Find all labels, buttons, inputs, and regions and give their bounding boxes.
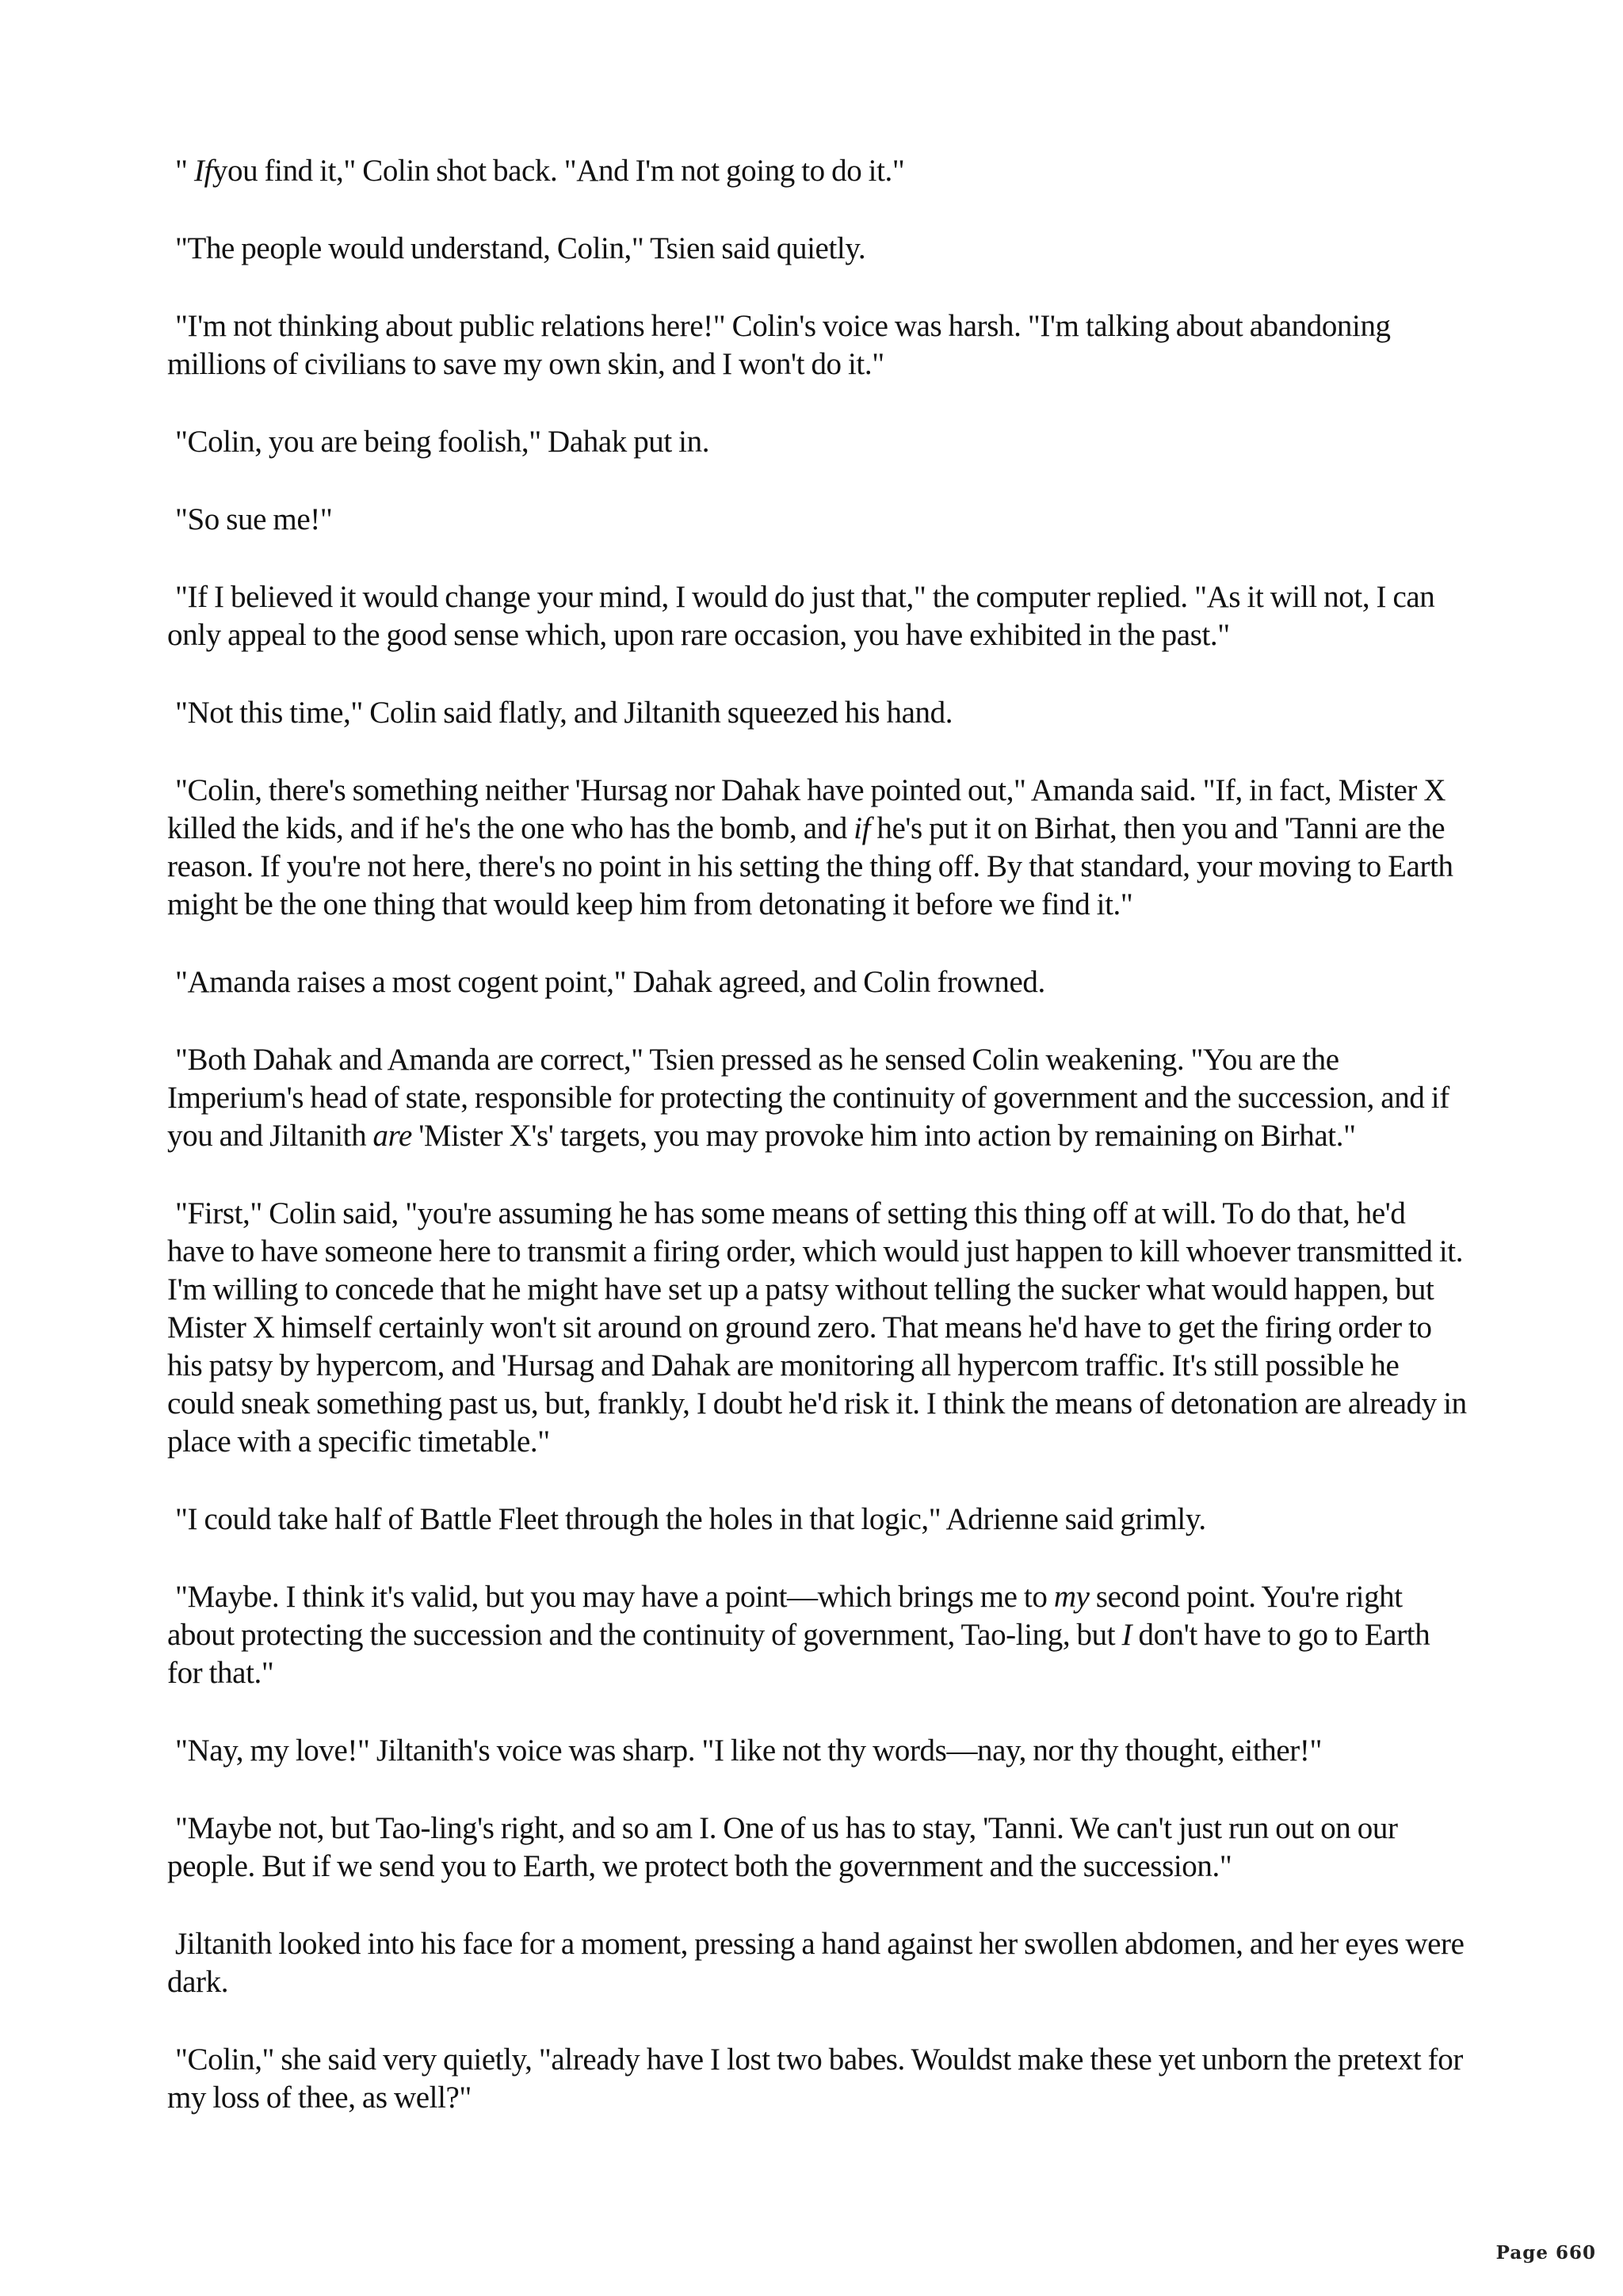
text-run: "Colin, there's something neither 'Hursag nor Dahak have pointed out," Amanda said. "If, in fact, Mister X killed the kids, and if he's the one who has the bomb, and [167,773,1446,845]
italic-text: my [1053,1580,1090,1614]
text-run: "Colin," she said very quietly, "already have I lost two babes. Wouldst make these yet unborn the pretext for my loss of thee, as well?" [167,2042,1463,2115]
text-run: "Nay, my love!" Jiltanith's voice was sharp. "I like not thy words—nay, nor thy thought, either!" [175,1733,1322,1768]
text-run: 'Mister X's' targets, you may provoke him into action by remaining on Birhat." [411,1119,1356,1153]
paragraph [167,1810,1467,1886]
text-run: "First," Colin said, "you're assuming he has some means of setting this thing off at will. To do that, he'd have to have someone here to transmit a firing order, which would just happen to kill whoever transmitted it. I'm willing to concede that he might have set up a patsy without telling the sucker what would happen, but Mister X himself certainly won't sit around on ground zero. That means he'd have to get the firing order to his patsy by hypercom, and 'Hursag and Dahak are monitoring all hypercom traffic. It's still possible he could sneak something past us, but, frankly, I doubt he'd risk it. I think the means of detonation are already in place with a specific timetable." [167,1196,1467,1459]
text-run: "Maybe not, but Tao-ling's right, and so am I. One of us has to stay, 'Tanni. We can't just run out on our people. But if we send you to Earth, we protect both the government and the succession." [167,1811,1398,1883]
page-number: Page 660 [1495,2242,1596,2264]
text-run: "Not this time," Colin said flatly, and Jiltanith squeezed his hand. [175,696,953,730]
paragraph [167,772,1467,924]
text-run: you find it," Colin shot back. "And I'm not going to do it." [212,154,905,188]
text-run: "I could take half of Battle Fleet through the holes in that logic," Adrienne said grimly. [175,1502,1206,1536]
paragraph [167,1195,1467,1461]
paragraph [167,1732,1467,1770]
paragraph [167,963,1467,1001]
paragraph [167,423,1467,461]
text-run: "So sue me!" [175,502,333,536]
text-run: "If I believed it would change your mind, I would do just that," the computer replied. "As it will not, I can only appeal to the good sense which, upon rare occasion, you have exhibited in the past." [167,580,1435,652]
paragraph [167,152,1467,190]
text-run: "Amanda raises a most cogent point," Dahak agreed, and Colin frowned. [175,965,1045,999]
italic-text: If [193,154,212,188]
text-run: second point. You're right about protecting the succession and the continuity of government, Tao-ling, but [167,1580,1403,1652]
paragraph [167,578,1467,654]
text-run: don't have to go to Earth for that." [167,1618,1430,1690]
paragraph [167,501,1467,539]
paragraph [167,1578,1467,1692]
paragraph [167,2041,1467,2117]
paragraph [167,694,1467,732]
text-run: Jiltanith looked into his face for a moment, pressing a hand against her swollen abdomen, and her eyes were dark. [167,1927,1465,1999]
text-run: "Both Dahak and Amanda are correct," Tsien pressed as he sensed Colin weakening. "You are the Imperium's head of state, responsible for protecting the continuity of government and the succession, and if you and Jiltanith [167,1043,1449,1153]
italic-text: I [1121,1618,1132,1652]
text-run: he's put it on Birhat, then you and 'Tanni are the reason. If you're not here, there's no point in his setting the thing off. By that standard, your moving to Earth might be the one thing that would keep him from detonating it before we find it." [167,811,1453,921]
italic-text: if [854,811,871,845]
text-run: "Maybe. I think it's valid, but you may have a point—which brings me to [175,1580,1054,1614]
text-run: "Colin, you are being foolish," Dahak put in. [175,425,710,459]
text-run: " [175,154,194,188]
paragraph [167,1041,1467,1155]
body-text [167,152,1467,2157]
paragraph [167,230,1467,268]
paragraph [167,1925,1467,2001]
text-run: "The people would understand, Colin," Tsien said quietly. [175,231,866,265]
italic-text: are [372,1119,412,1153]
text-run: "I'm not thinking about public relations here!" Colin's voice was harsh. "I'm talking about abandoning millions of civilians to save my own skin, and I won't do it." [167,309,1391,381]
paragraph [167,307,1467,383]
paragraph [167,1501,1467,1539]
